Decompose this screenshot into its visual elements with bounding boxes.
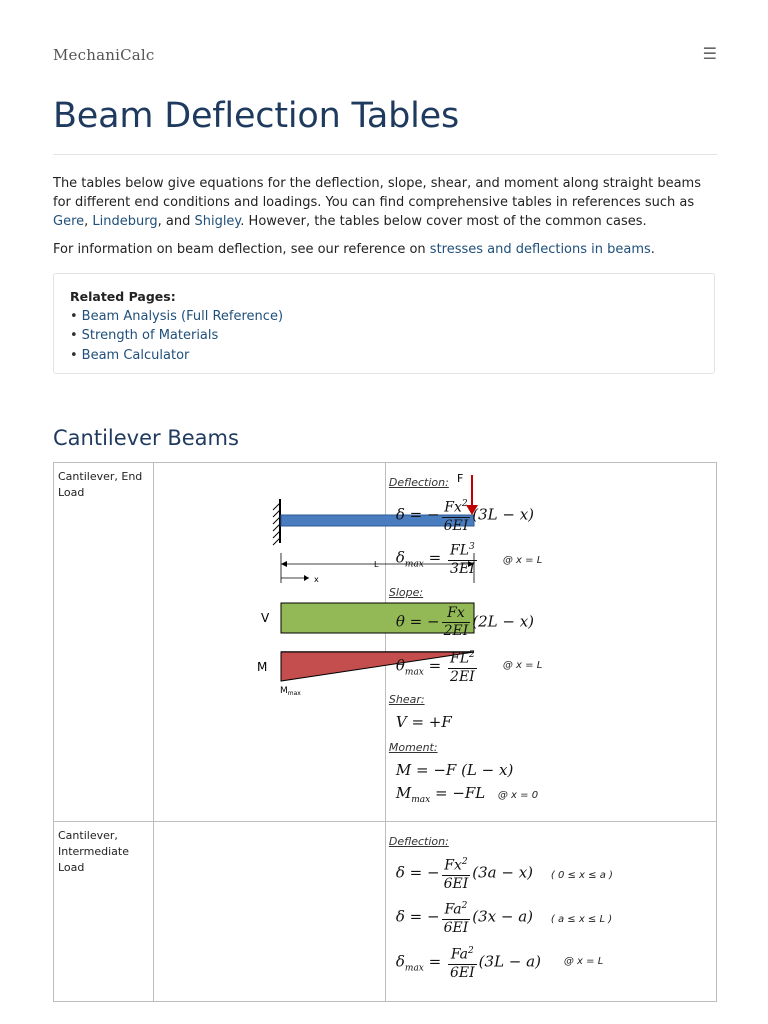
max-slope-equation: $\theta_{max}$ = $\frac{FL^2}{2EI}$ bbox=[396, 647, 479, 686]
shear-label: Shear: bbox=[388, 693, 425, 706]
slope-label: Slope: bbox=[388, 586, 424, 599]
row-label: Cantilever, End Load bbox=[58, 470, 143, 499]
slope-equation: θ = − $\frac{Fx}{2EI}$ (2L − x) bbox=[395, 605, 535, 639]
deflection-equation-1: δ = − $\frac{Fx^2}{6EI}$ (3a − x) bbox=[396, 854, 533, 893]
intro-text bbox=[53, 174, 719, 268]
mmax-label: $M_{max}$ bbox=[279, 686, 301, 697]
shear-equation: V = +F bbox=[395, 713, 452, 731]
deflection-label: Deflection: bbox=[388, 835, 449, 848]
condition-x-L: @ x = L bbox=[502, 555, 543, 566]
moment-label: Moment: bbox=[388, 741, 438, 754]
cantilever-table bbox=[53, 462, 717, 1002]
related-item: • Beam Analysis (Full Reference) bbox=[70, 308, 284, 324]
deflection-label: Deflection: bbox=[388, 476, 449, 489]
related-pages-box bbox=[53, 273, 715, 374]
link-stresses-deflections[interactable]: stresses and deflections in beams bbox=[429, 242, 651, 257]
related-item: • Beam Calculator bbox=[70, 347, 190, 363]
row-label-cell bbox=[54, 463, 154, 822]
link-gere[interactable]: Gere bbox=[53, 214, 85, 229]
shear-label: V bbox=[260, 611, 270, 625]
row-label: Cantilever, Intermediate Load bbox=[58, 829, 129, 874]
related-pages-title: Related Pages: bbox=[70, 289, 176, 304]
site-logo[interactable]: MechaniCalc bbox=[53, 46, 155, 64]
row-label-cell bbox=[54, 822, 154, 1002]
condition-range-1: ( 0 ≤ x ≤ a ) bbox=[550, 870, 613, 881]
equations-cell bbox=[385, 822, 716, 1002]
hatch bbox=[273, 503, 280, 545]
x-label: x bbox=[313, 575, 319, 584]
intro-paragraph-1: The tables below give equations for the deflection, slope, shear, and moment along straight beams for different end conditions and loadings. You can find comprehensive tables in references such as Gere, Lindeburg, and Shigley. However, the tables below cover most of the common cases. bbox=[53, 176, 701, 229]
equations-cell bbox=[385, 463, 716, 822]
table-row bbox=[54, 463, 717, 822]
moment-label: M bbox=[256, 660, 268, 674]
link-shigley[interactable]: Shigley bbox=[194, 214, 241, 229]
menu-icon[interactable]: ☰ bbox=[702, 44, 717, 63]
link-lindeburg[interactable]: Lindeburg bbox=[92, 214, 158, 229]
condition-x-0: @ x = 0 bbox=[497, 790, 539, 801]
moment-equation: M = −F (L − x) bbox=[395, 761, 514, 779]
max-moment-equation: $M_{max} = -FL$ bbox=[395, 784, 486, 805]
related-item: • Strength of Materials bbox=[70, 328, 219, 343]
diagram-cell bbox=[153, 822, 385, 1002]
condition-x-L: @ x = L bbox=[502, 660, 543, 671]
force-label: F bbox=[456, 472, 464, 485]
intro-paragraph-2: For information on beam deflection, see our reference on stresses and deflections in beams. bbox=[53, 242, 655, 257]
max-deflection-equation: $\delta_{max}$ = $\frac{Fa^2}{6EI}$ (3L − a) bbox=[396, 943, 541, 982]
divider bbox=[53, 154, 717, 155]
link-beam-analysis[interactable]: Beam Analysis (Full Reference) bbox=[81, 308, 284, 324]
condition-x-L: @ x = L bbox=[563, 956, 604, 967]
deflection-equation-2: δ = − $\frac{Fa^2}{6EI}$ (3x − a) bbox=[396, 898, 533, 937]
section-title: Cantilever Beams bbox=[53, 426, 239, 450]
deflection-equation: δ = − $\frac{Fx^2}{6EI}$ (3L − x) bbox=[396, 496, 534, 535]
link-beam-calculator[interactable]: Beam Calculator bbox=[81, 347, 190, 363]
table-row bbox=[54, 822, 717, 1002]
page-title: Beam Deflection Tables bbox=[53, 96, 460, 136]
top-bar bbox=[53, 40, 717, 70]
length-label: L bbox=[373, 560, 379, 569]
link-strength-of-materials[interactable]: Strength of Materials bbox=[81, 328, 219, 343]
condition-range-2: ( a ≤ x ≤ L ) bbox=[550, 914, 613, 925]
max-deflection-equation: $\delta_{max}$ = $\frac{FL^3}{3EI}$ bbox=[396, 539, 479, 578]
